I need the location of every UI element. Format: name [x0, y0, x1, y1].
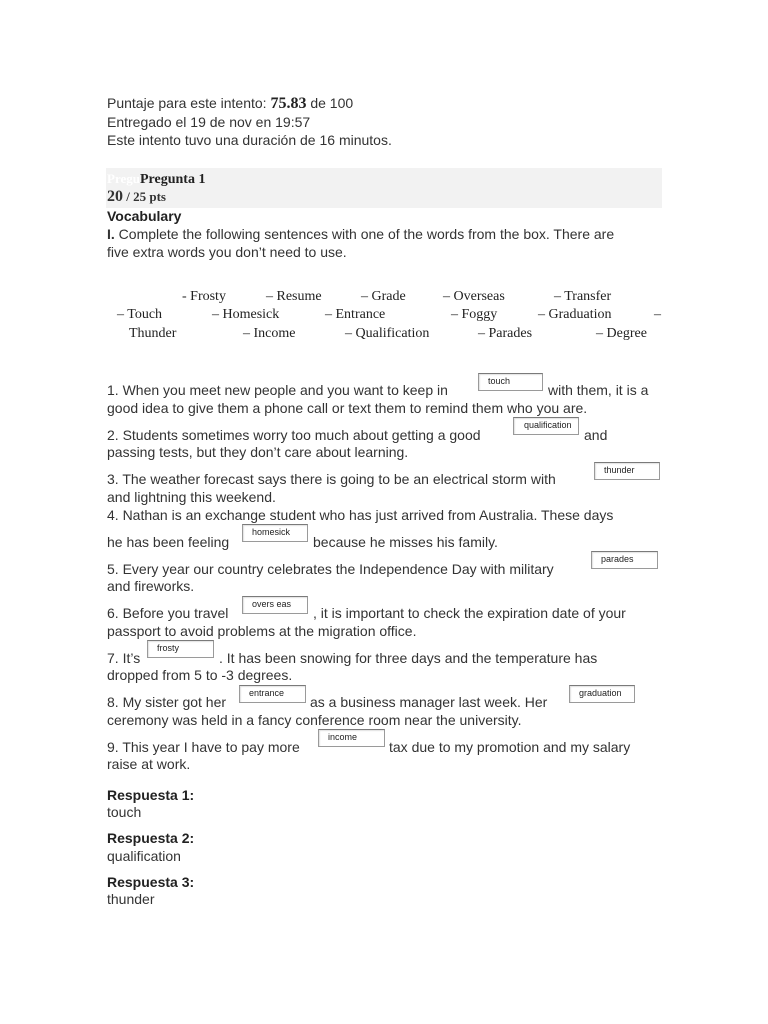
word-income: – Income — [243, 326, 296, 341]
sentence-7b: . It has been snowing for three days and the temperature has — [219, 650, 598, 666]
score-line — [107, 94, 353, 113]
answer-2-value: qualification — [107, 848, 181, 864]
score-value: 75.83 — [270, 95, 307, 112]
sentence-7c: dropped from 5 to -3 degrees. — [107, 667, 293, 683]
sentence-8a: 8. My sister got her — [107, 694, 227, 710]
instruction-number: I. — [107, 226, 115, 242]
sentence-5a: 5. Every year our country celebrates the Independence Day with military — [107, 561, 554, 577]
sentence-3c: and lightning this weekend. — [107, 489, 276, 505]
blank-4-input[interactable]: homesick — [242, 524, 308, 542]
answer-3-label: Respuesta 3: — [107, 874, 195, 890]
question-points — [107, 188, 166, 206]
word-dash: – — [654, 307, 661, 322]
blank-7-input[interactable]: frosty — [147, 640, 214, 658]
word-foggy: – Foggy — [451, 307, 498, 322]
question-points-total: / 25 pts — [123, 189, 166, 204]
word-homesick: – Homesick — [212, 307, 280, 322]
sentence-4a: 4. Nathan is an exchange student who has just arrived from Australia. These days — [107, 507, 614, 523]
sentence-5c: and fireworks. — [107, 578, 195, 594]
blank-1-input[interactable]: touch — [478, 373, 543, 391]
word-entrance: – Entrance — [325, 307, 386, 322]
sentence-4b: he has been feeling — [107, 534, 230, 550]
sentence-3a: 3. The weather forecast says there is going to be an electrical storm with — [107, 471, 556, 487]
word-touch: – Touch — [117, 307, 163, 322]
word-thunder: Thunder — [129, 326, 177, 341]
sentence-2a: 2. Students sometimes worry too much about getting a good — [107, 427, 481, 443]
attempt-duration: Este intento tuvo una duración de 16 minutos. — [107, 132, 392, 148]
sentence-9c: raise at work. — [107, 756, 191, 772]
sentence-1c: good idea to give them a phone call or text them to remind them who you are. — [107, 400, 588, 416]
word-graduation: – Graduation — [538, 307, 612, 322]
sentence-6c: passport to avoid problems at the migration office. — [107, 623, 417, 639]
blank-5-input[interactable]: parades — [591, 551, 658, 569]
question-title: Pregunta 1 — [139, 172, 206, 187]
sentence-2c: passing tests, but they don’t care about learning. — [107, 444, 409, 460]
question-title-row — [107, 171, 205, 188]
sentence-7a: 7. It’s — [107, 650, 141, 666]
instruction-text: Complete the following sentences with one of the words from the box. There are — [114, 226, 615, 242]
blank-6-input[interactable]: overs eas — [242, 596, 308, 614]
blank-9-input[interactable]: graduation — [569, 685, 635, 703]
word-transfer: – Transfer — [554, 289, 612, 304]
blank-2-input[interactable]: qualification — [513, 417, 579, 435]
sentence-1a: 1. When you meet new people and you want to keep in — [107, 382, 448, 398]
blank-10-input[interactable]: income — [318, 729, 385, 747]
word-degree: – Degree — [596, 326, 647, 341]
sentence-6b: , it is important to check the expiration date of your — [313, 605, 626, 621]
word-qualification: – Qualification — [345, 326, 430, 341]
word-parades: – Parades — [478, 326, 533, 341]
sentence-2b: and — [584, 427, 608, 443]
sentence-8b: as a business manager last week. Her — [310, 694, 548, 710]
word-frosty: - Frosty — [182, 289, 226, 304]
sentence-6a: 6. Before you travel — [107, 605, 229, 621]
blank-3-input[interactable]: thunder — [594, 462, 660, 480]
score-prefix: Puntaje para este intento: — [107, 95, 271, 111]
answer-3-value: thunder — [107, 891, 155, 907]
sentence-8c: ceremony was held in a fancy conference room near the university. — [107, 712, 522, 728]
sentence-9b: tax due to my promotion and my salary — [389, 739, 631, 755]
score-suffix: de 100 — [306, 95, 354, 111]
word-grade: – Grade — [361, 289, 406, 304]
submitted-date: Entregado el 19 de nov en 19:57 — [107, 114, 311, 130]
word-resume: – Resume — [266, 289, 322, 304]
sentence-9a: 9. This year I have to pay more — [107, 739, 300, 755]
word-overseas: – Overseas — [443, 289, 505, 304]
instruction-line-2: five extra words you don’t need to use. — [107, 244, 347, 260]
answer-1-label: Respuesta 1: — [107, 787, 195, 803]
question-hidden-label: Pregu — [107, 171, 140, 186]
question-score: 20 — [107, 188, 123, 205]
instruction-line-1 — [107, 225, 614, 243]
sentence-4c: because he misses his family. — [313, 534, 498, 550]
blank-8-input[interactable]: entrance — [239, 685, 306, 703]
answer-2-label: Respuesta 2: — [107, 830, 195, 846]
answer-1-value: touch — [107, 804, 142, 820]
section-title: Vocabulary — [107, 208, 182, 224]
sentence-1b: with them, it is a — [548, 382, 649, 398]
